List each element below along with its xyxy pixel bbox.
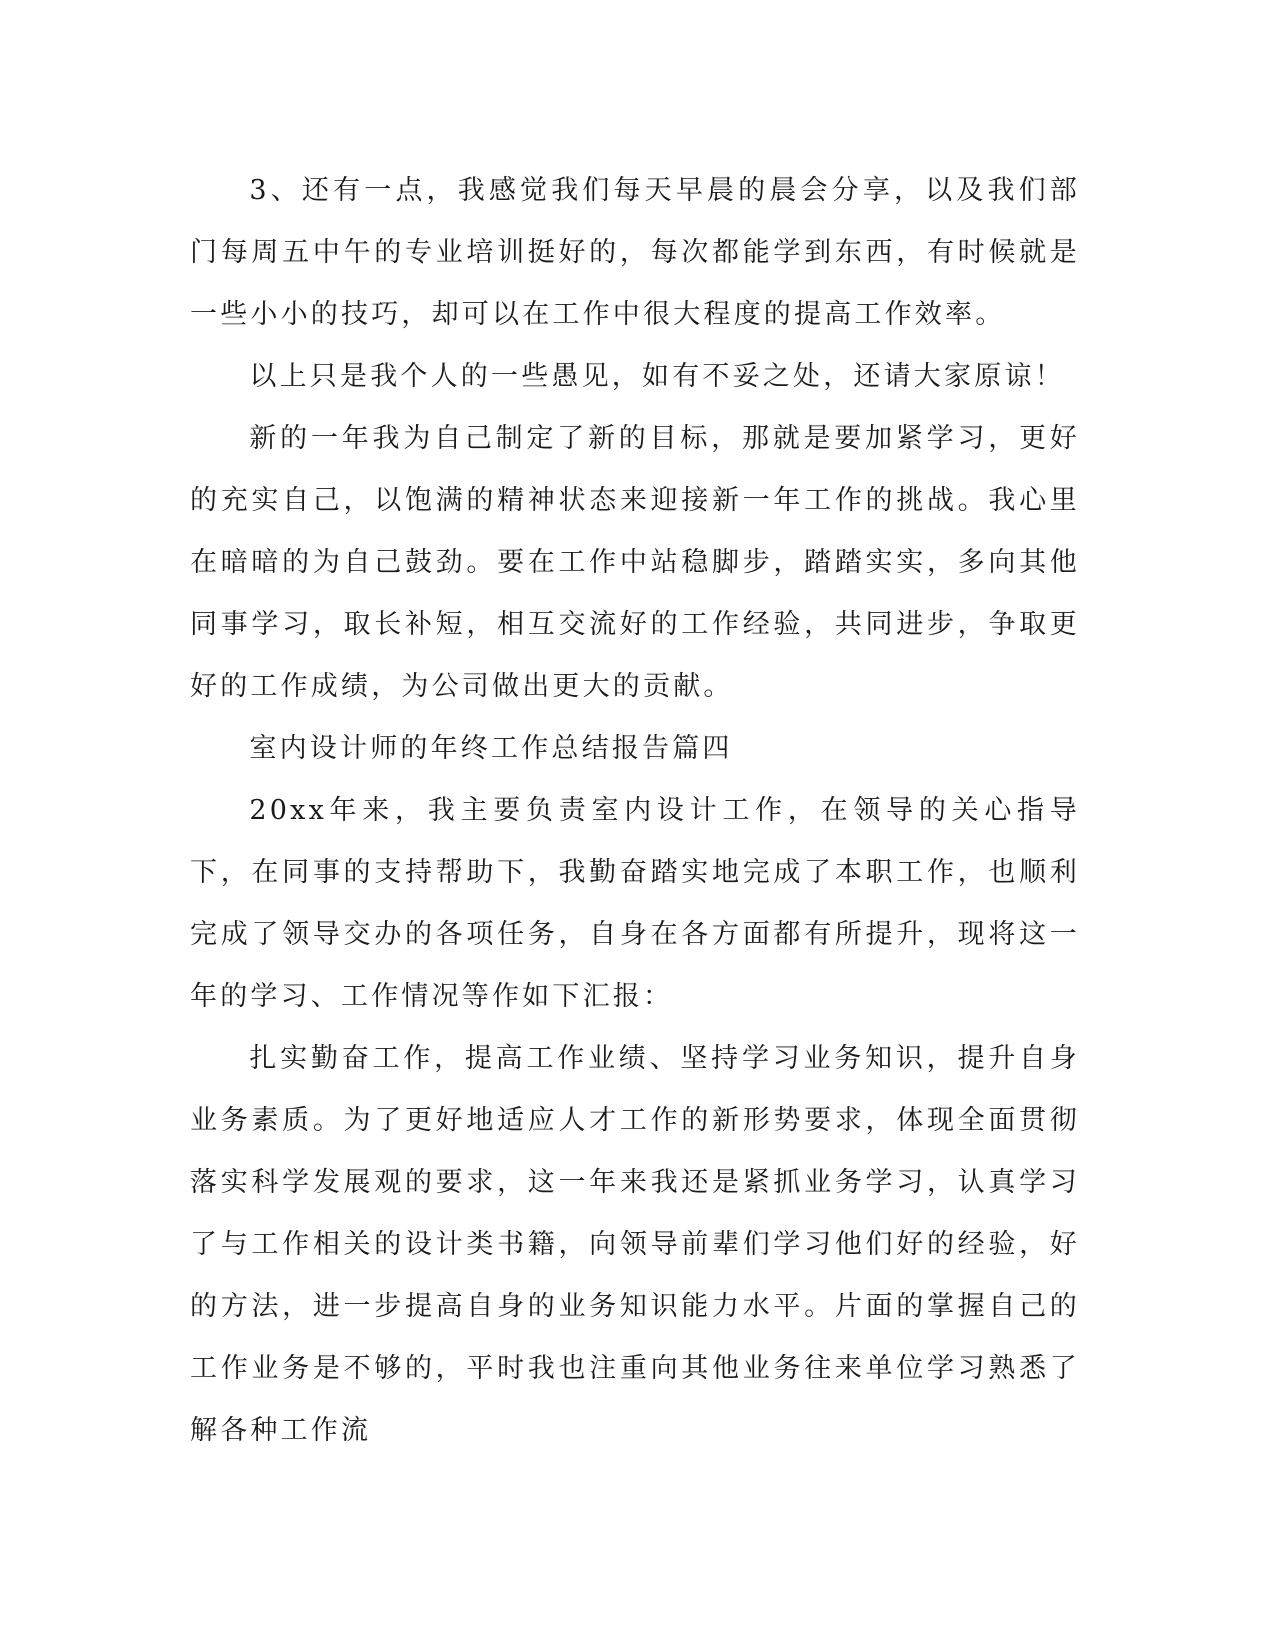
paragraph-apology: 以上只是我个人的一些愚见，如有不妥之处，还请大家原谅！	[249, 361, 1065, 392]
paragraph-year-summary: 20xx年来，我主要负责室内设计工作，在领导的关心指导下，在同事的支持帮助下，我勤奋踏实地完成了本职工作，也顺利完成了领导交办的各项任务，自身在各方面都有所提升，现将这一年的学习、工作情况等作如下汇报：	[190, 795, 1080, 1012]
paragraph-new-year-goals: 新的一年我为自己制定了新的目标，那就是要加紧学习，更好的充实自己，以饱满的精神状态来迎接新一年工作的挑战。我心里在暗暗的为自己鼓劲。要在工作中站稳脚步，踏踏实实，多向其他同事学习，取长补短，相互交流好的工作经验，共同进步，争取更好的工作成绩，为公司做出更大的贡献。	[190, 423, 1080, 702]
paragraph-training-point: 3、还有一点，我感觉我们每天早晨的晨会分享，以及我们部门每周五中午的专业培训挺好的，每次都能学到东西，有时候就是一些小小的技巧，却可以在工作中很大程度的提高工作效率。	[190, 175, 1080, 330]
document-body	[190, 160, 1080, 1462]
section-heading: 室内设计师的年终工作总结报告篇四	[249, 733, 733, 764]
paragraph-work-study: 扎实勤奋工作，提高工作业绩、坚持学习业务知识，提升自身业务素质。为了更好地适应人才工作的新形势要求，体现全面贯彻落实科学发展观的要求，这一年来我还是紧抓业务学习，认真学习了与工作相关的设计类书籍，向领导前辈们学习他们好的经验，好的方法，进一步提高自身的业务知识能力水平。片面的掌握自己的工作业务是不够的，平时我也注重向其他业务往来单位学习熟悉了解各种工作流	[190, 1043, 1080, 1446]
